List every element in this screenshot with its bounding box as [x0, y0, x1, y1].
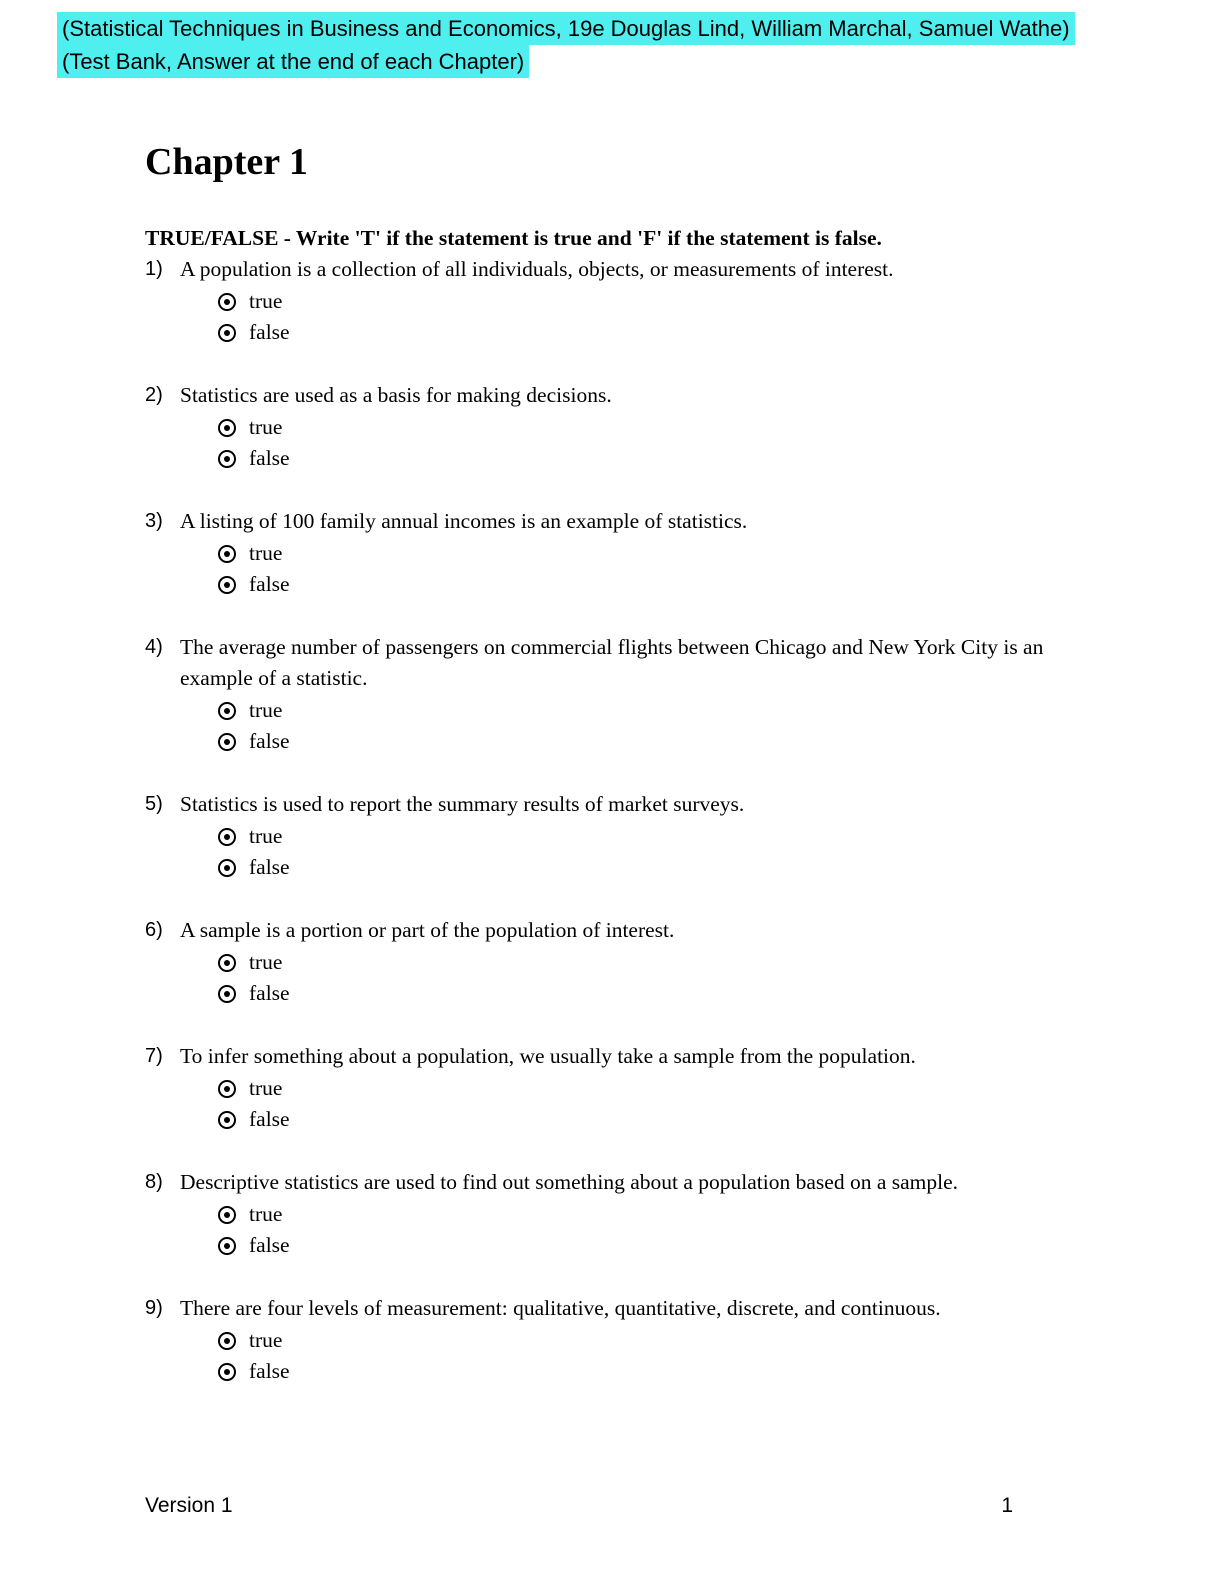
footer-page-number: 1 — [1001, 1494, 1013, 1517]
answer-option[interactable] — [218, 1073, 1079, 1104]
question-item — [145, 506, 1079, 600]
option-list — [145, 412, 1079, 474]
radio-button-icon[interactable] — [218, 1332, 236, 1350]
question-item — [145, 254, 1079, 348]
question-text: The average number of passengers on commercial flights between Chicago and New York City is an example of a statistic. — [180, 635, 1044, 690]
document-header — [57, 16, 1075, 83]
option-list — [145, 821, 1079, 883]
option-label: true — [249, 698, 283, 722]
radio-button-icon[interactable] — [218, 859, 236, 877]
radio-button-icon[interactable] — [218, 1080, 236, 1098]
radio-button-icon[interactable] — [218, 733, 236, 751]
radio-button-icon[interactable] — [218, 1237, 236, 1255]
question-text: Statistics are used as a basis for making decisions. — [180, 383, 612, 407]
answer-option[interactable] — [218, 1325, 1079, 1356]
question-number: 4) — [145, 636, 163, 658]
section-heading: TRUE/FALSE - Write 'T' if the statement is true and 'F' if the statement is false. — [145, 226, 882, 250]
question-text: There are four levels of measurement: qualitative, quantitative, discrete, and continuous. — [180, 1296, 941, 1320]
header-line-1 — [57, 16, 1075, 42]
question-number: 8) — [145, 1171, 163, 1193]
question-item — [145, 1293, 1079, 1387]
question-list — [145, 254, 1079, 1387]
question-row — [145, 1041, 1079, 1072]
answer-option[interactable] — [218, 852, 1079, 883]
question-item — [145, 632, 1079, 757]
option-label: false — [249, 1107, 290, 1131]
answer-option[interactable] — [218, 1104, 1079, 1135]
question-number: 6) — [145, 919, 163, 941]
question-text: A population is a collection of all individuals, objects, or measurements of interest. — [180, 257, 894, 281]
question-number: 1) — [145, 258, 163, 280]
option-label: true — [249, 950, 283, 974]
header-line-2 — [57, 49, 1075, 75]
answer-option[interactable] — [218, 1230, 1079, 1261]
option-list — [145, 538, 1079, 600]
option-label: false — [249, 855, 290, 879]
answer-option[interactable] — [218, 1199, 1079, 1230]
answer-option[interactable] — [218, 412, 1079, 443]
option-list — [145, 695, 1079, 757]
question-item — [145, 915, 1079, 1009]
question-text: A listing of 100 family annual incomes is an example of statistics. — [180, 509, 748, 533]
question-item — [145, 380, 1079, 474]
answer-option[interactable] — [218, 821, 1079, 852]
radio-button-icon[interactable] — [218, 576, 236, 594]
answer-option[interactable] — [218, 695, 1079, 726]
question-text: Statistics is used to report the summary results of market surveys. — [180, 792, 745, 816]
radio-button-icon[interactable] — [218, 324, 236, 342]
question-number: 7) — [145, 1045, 163, 1067]
option-label: true — [249, 1202, 283, 1226]
option-label: false — [249, 981, 290, 1005]
radio-button-icon[interactable] — [218, 450, 236, 468]
question-row — [145, 632, 1079, 694]
question-item — [145, 789, 1079, 883]
radio-button-icon[interactable] — [218, 828, 236, 846]
radio-button-icon[interactable] — [218, 419, 236, 437]
option-label: true — [249, 289, 283, 313]
answer-option[interactable] — [218, 726, 1079, 757]
option-label: true — [249, 541, 283, 565]
answer-option[interactable] — [218, 978, 1079, 1009]
radio-button-icon[interactable] — [218, 702, 236, 720]
option-label: false — [249, 320, 290, 344]
option-list — [145, 947, 1079, 1009]
question-item — [145, 1041, 1079, 1135]
page-footer — [145, 1494, 1013, 1518]
question-row — [145, 1167, 1079, 1198]
radio-button-icon[interactable] — [218, 1363, 236, 1381]
option-label: true — [249, 1076, 283, 1100]
option-list — [145, 1199, 1079, 1261]
header-highlight-text-1: (Statistical Techniques in Business and Economics, 19e Douglas Lind, William Marchal, Samuel Wathe) — [57, 12, 1075, 45]
header-highlight-text-2: (Test Bank, Answer at the end of each Chapter) — [57, 45, 529, 78]
question-row — [145, 254, 1079, 285]
answer-option[interactable] — [218, 947, 1079, 978]
option-label: false — [249, 572, 290, 596]
question-number: 5) — [145, 793, 163, 815]
option-list — [145, 286, 1079, 348]
radio-button-icon[interactable] — [218, 1206, 236, 1224]
footer-version: Version 1 — [145, 1494, 233, 1517]
question-item — [145, 1167, 1079, 1261]
option-label: false — [249, 1233, 290, 1257]
option-list — [145, 1325, 1079, 1387]
question-number: 2) — [145, 384, 163, 406]
radio-button-icon[interactable] — [218, 545, 236, 563]
question-number: 3) — [145, 510, 163, 532]
chapter-title: Chapter 1 — [145, 141, 308, 183]
question-row — [145, 506, 1079, 537]
answer-option[interactable] — [218, 286, 1079, 317]
option-label: true — [249, 824, 283, 848]
option-label: false — [249, 446, 290, 470]
radio-button-icon[interactable] — [218, 293, 236, 311]
option-label: true — [249, 415, 283, 439]
radio-button-icon[interactable] — [218, 985, 236, 1003]
answer-option[interactable] — [218, 443, 1079, 474]
option-list — [145, 1073, 1079, 1135]
answer-option[interactable] — [218, 569, 1079, 600]
question-text: To infer something about a population, we usually take a sample from the population. — [180, 1044, 916, 1068]
answer-option[interactable] — [218, 1356, 1079, 1387]
question-row — [145, 915, 1079, 946]
question-row — [145, 789, 1079, 820]
radio-button-icon[interactable] — [218, 1111, 236, 1129]
question-number: 9) — [145, 1297, 163, 1319]
answer-option[interactable] — [218, 538, 1079, 569]
question-row — [145, 1293, 1079, 1324]
option-label: true — [249, 1328, 283, 1352]
question-row — [145, 380, 1079, 411]
question-text: A sample is a portion or part of the population of interest. — [180, 918, 675, 942]
option-label: false — [249, 729, 290, 753]
answer-option[interactable] — [218, 317, 1079, 348]
radio-button-icon[interactable] — [218, 954, 236, 972]
option-label: false — [249, 1359, 290, 1383]
question-text: Descriptive statistics are used to find out something about a population based on a sample. — [180, 1170, 959, 1194]
